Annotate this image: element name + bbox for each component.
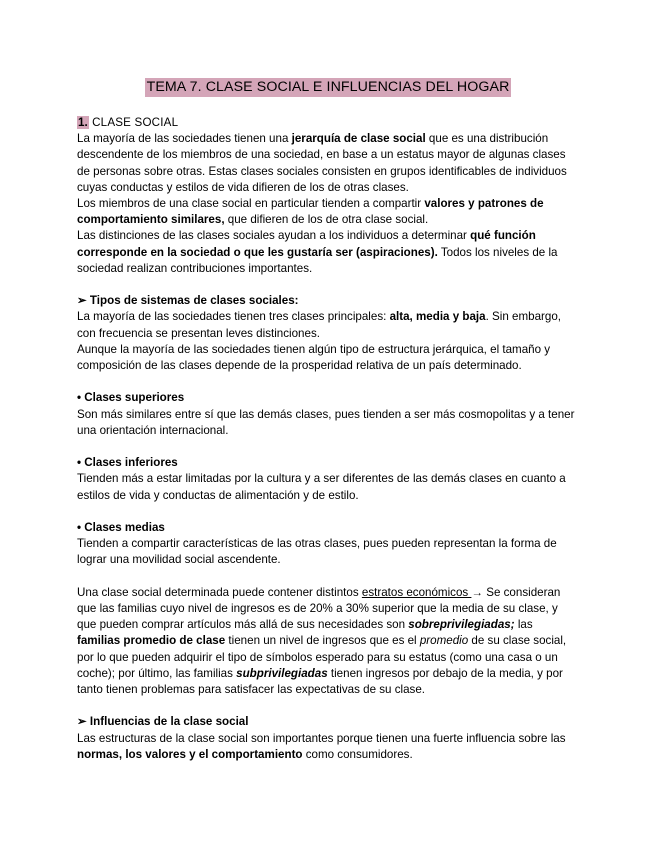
italic-run: promedio — [419, 634, 469, 648]
text-run: La mayoría de las sociedades tienen una — [77, 132, 292, 146]
paragraph-influencias — [77, 731, 579, 763]
text-run: . Sin embargo, con frecuencia se presentan leves distinciones. — [77, 310, 561, 340]
paragraph-superiores: Son más similares entre sí que las demás clases, pues tienden a ser más cosmopolitas y a tener una orientación internacional. — [77, 407, 575, 437]
document-page — [77, 78, 579, 763]
bold-run: familias promedio de clase — [77, 634, 226, 648]
text-run: que es una distribución descendente de los miembros de una sociedad, en base a un estatus mayor de algunas clases de personas sobre otras. Estas clases sociales consisten en grupos identificables de individuos cuyas conductas y estilos de vida difieren de los de otras clases. — [77, 132, 567, 194]
spacer — [77, 439, 579, 455]
subheading-tipos: ➢ Tipos de sistemas de clases sociales: — [77, 294, 299, 308]
spacer — [77, 569, 579, 585]
text-run: de su clase social, por lo que pueden adquirir el tipo de símbolos esperado para su estatus (como una casa o un coche); por último, las familias — [77, 634, 567, 680]
bullet-heading-medias: • Clases medias — [77, 521, 165, 535]
spacer — [77, 277, 579, 293]
bold-italic-run: subprivilegiadas — [236, 666, 328, 680]
paragraph-estructura: Aunque la mayoría de las sociedades tienen algún tipo de estructura jerárquica, el tamaño y composición de las clases depende de la prosperidad relativa de un país determinado. — [77, 342, 551, 373]
section-heading-text: CLASE SOCIAL — [88, 116, 179, 129]
spacer — [77, 504, 579, 520]
paragraph-estratos — [77, 585, 579, 698]
paragraph-valores — [77, 196, 579, 228]
bullet-heading-inferiores: • Clases inferiores — [77, 456, 178, 470]
bold-run: valores y patrones de comportamiento similares, — [77, 197, 544, 227]
title-wrapper — [77, 78, 579, 97]
paragraph-medias: Tienden a compartir características de las otras clases, pues pueden representan la forma de lograr una movilidad social ascendente. — [77, 537, 557, 567]
paragraph-inferiores: Tienden más a estar limitadas por la cultura y a ser diferentes de las demás clases en cuanto a estilos de vida y conductas de alimentación y de estilo. — [77, 472, 566, 502]
text-run: Una clase social determinada puede contener distintos — [77, 585, 362, 599]
text-run: como consumidores. — [302, 747, 413, 761]
section-heading-clase-social — [77, 115, 579, 131]
text-run: tienen un nivel de ingresos que es el — [225, 634, 420, 648]
page-title: TEMA 7. CLASE SOCIAL E INFLUENCIAS DEL HOGAR — [146, 79, 510, 95]
bold-run: alta, media y baja — [389, 310, 486, 324]
text-run: Las distinciones de las clases sociales ayudan a los individuos a determinar — [77, 229, 471, 243]
text-run: las — [514, 618, 533, 632]
bullet-heading-superiores: • Clases superiores — [77, 391, 185, 405]
paragraph-distinciones — [77, 228, 579, 277]
bold-run: jerarquía de clase social — [291, 132, 426, 146]
bold-run: qué función corresponde en la sociedad o que les gustaría ser (aspiraciones). — [77, 229, 536, 259]
underline-run: estratos económicos — [361, 585, 472, 599]
bold-italic-run: sobreprivilegiadas; — [408, 618, 515, 632]
spacer — [77, 374, 579, 390]
text-run: → Se consideran que las familias cuyo nivel de ingresos es de 20% a 30% superior que la media de su clase, y que pueden comprar artículos más allá de sus necesidades son — [77, 585, 561, 632]
paragraph-jerarquia — [77, 131, 579, 196]
subheading-influencias: ➢ Influencias de la clase social — [77, 715, 249, 729]
text-run: Las estructuras de la clase social son importantes porque tienen una fuerte influencia sobre las — [77, 731, 566, 745]
text-run: La mayoría de las sociedades tienen tres clases principales: — [77, 310, 390, 324]
spacer — [77, 698, 579, 714]
text-run: Los miembros de una clase social en particular tienden a compartir — [77, 197, 425, 211]
text-run: Todos los niveles de la sociedad realizan contribuciones importantes. — [77, 245, 558, 275]
bold-run: normas, los valores y el comportamiento — [77, 747, 303, 761]
text-run: tienen ingresos por debajo de la media, y por tanto tienen problemas para satisfacer las expectativas de su clase. — [77, 666, 563, 697]
paragraph-tres-clases — [77, 309, 579, 341]
text-run: que difieren de los de otra clase social. — [224, 213, 429, 227]
section-number: 1. — [78, 116, 88, 129]
